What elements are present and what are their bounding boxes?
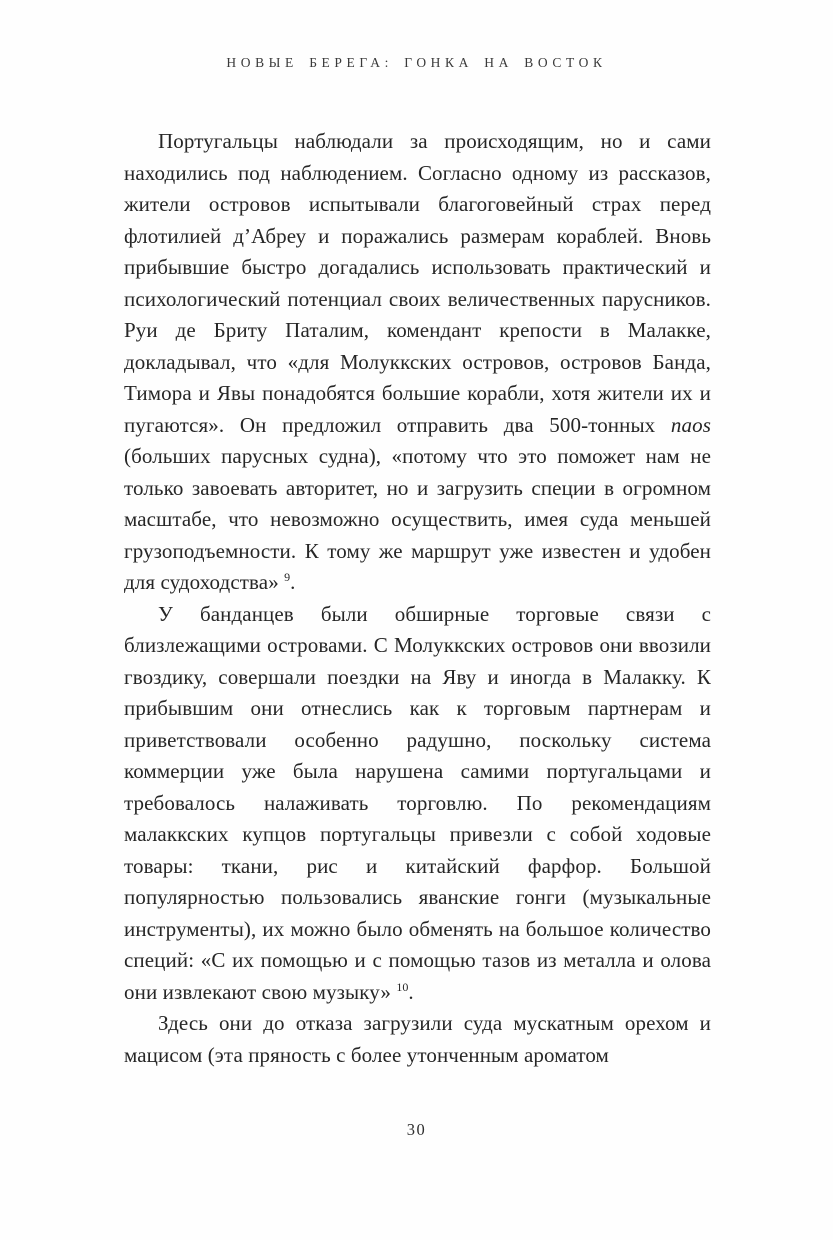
text-segment: (больших парусных судна), «потому что это поможет нам не только завоевать авторитет, но и загрузить специи в огромном масштабе, что невозможно осуществить, имея суда меньшей грузоподъемности. К тому же маршрут уже известен и удобен для судоходства» bbox=[124, 444, 711, 594]
paragraph bbox=[124, 1008, 711, 1071]
footnote-marker: 10 bbox=[396, 979, 409, 994]
text-segment: . bbox=[408, 979, 414, 1004]
text-segment: Здесь они до отказа загрузили суда мускатным орехом и мацисом (эта пряность с более утонченным ароматом bbox=[124, 1011, 711, 1067]
text-segment: . bbox=[290, 570, 296, 594]
text-segment: Португальцы наблюдали за происходящим, но и сами находились под наблюдением. Согласно одному из рассказов, жители островов испытывали благоговейный страх перед флотилией д’Абреу и поражались размерам кораблей. Вновь прибывшие быстро догадались использовать практический и психологический потенциал своих величественных парусников. Руи де Бриту Паталим, комендант крепости в Малакке, докладывал, что «для Молуккских островов, островов Банда, Тимора и Явы понадобятся большие корабли, хотя жители их и пугаются». Он предложил отправить два 500-тонных bbox=[124, 129, 711, 437]
footnote-marker: 9 bbox=[284, 570, 291, 584]
running-header: НОВЫЕ БЕРЕГА: ГОНКА НА ВОСТОК bbox=[226, 55, 607, 70]
paragraph bbox=[124, 599, 711, 1009]
text-segment: У банданцев были обширные торговые связи с близлежащими островами. С Молуккских островов они ввозили гвоздику, совершали поездки на Яву и иногда в Малакку. К прибывшим они отнеслись как к торговым партнерам и приветствовали особенно радушно, поскольку система коммерции уже была нарушена самими португальцами и требовалось налаживать торговлю. По рекомендациям малаккских купцов португальцы привезли с собой ходовые товары: ткани, рис и китайский фарфор. Большой популярностью пользовались яванские гонги (музыкальные инструменты), их можно было обменять на большое количество специй: «С их помощью и с помощью тазов из металла и олова они извлекают свою музыку» bbox=[124, 601, 711, 1004]
italic-term: naos bbox=[670, 412, 711, 437]
body-text bbox=[124, 126, 711, 1071]
page-number: 30 bbox=[406, 1120, 427, 1139]
paragraph bbox=[124, 126, 711, 599]
